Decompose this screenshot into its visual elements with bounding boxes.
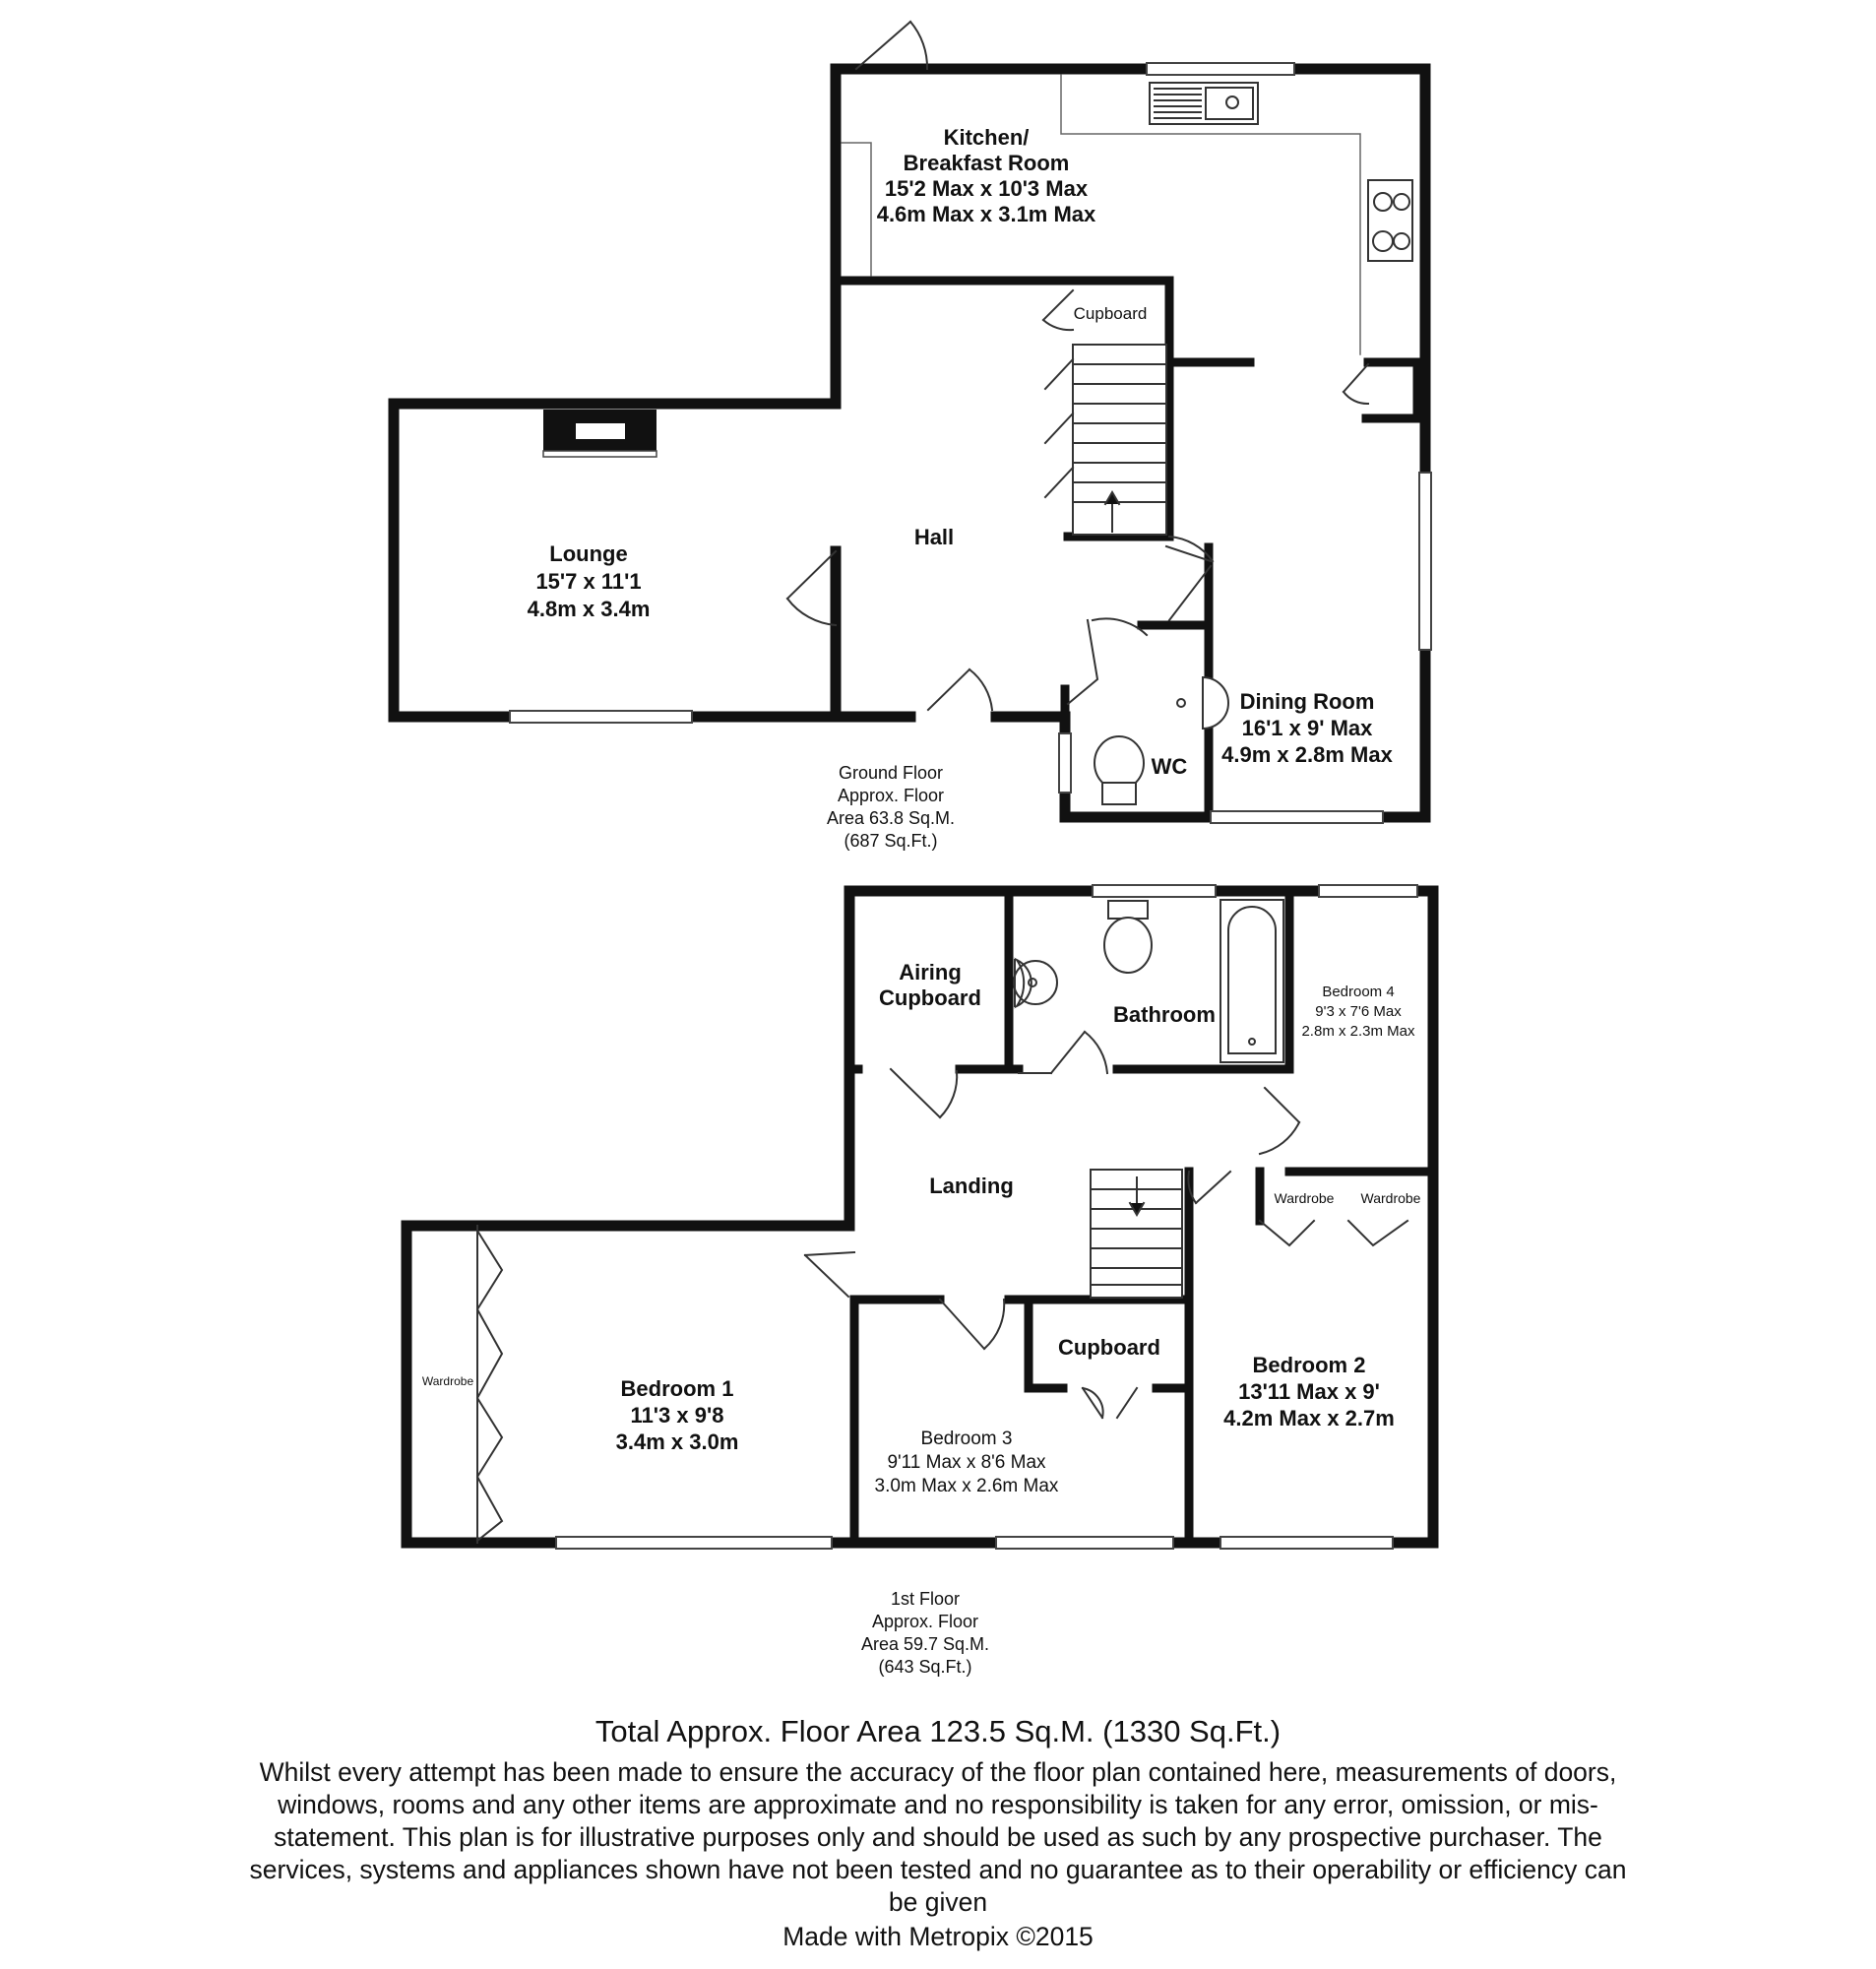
footer (0, 1713, 1876, 1953)
wardrobe-c-line: Wardrobe (421, 1374, 474, 1388)
bedroom1-line-1: Bedroom 1 (620, 1376, 734, 1401)
dining-line-1: Dining Room (1239, 689, 1375, 714)
landing-line-1: Landing (929, 1174, 1014, 1198)
ground-caption-line-1: Ground Floor (838, 763, 944, 783)
kitchen-label (877, 125, 1096, 226)
ground-caption-line-3: Area 63.8 Sq.M. (826, 808, 956, 828)
bedroom2-line-2: 13'11 Max x 9' (1238, 1379, 1380, 1404)
bedroom4-label (1301, 984, 1415, 1040)
ground-caption-line-4: (687 Sq.Ft.) (844, 831, 938, 851)
dining-label (1221, 689, 1393, 767)
dining-line-3: 4.9m x 2.8m Max (1221, 742, 1393, 767)
wc-line-1: WC (1151, 754, 1188, 779)
wc-toilet-icon (1094, 736, 1144, 804)
hall-line-1: Hall (913, 525, 955, 549)
credit-text: Made with Metropix ©2015 (782, 1922, 1094, 1951)
bedroom4-line-2: 9'3 x 7'6 Max (1315, 1003, 1402, 1020)
disclaimer-text: Whilst every attempt has been made to ensure the accuracy of the floor plan contained here, measurements of doors, windows, rooms and any other items are approximate and no responsibility is taken for any error, omission, or mis-statement. This plan is for illustrative purposes only and should be used as such by any prospective purchaser. The services, systems and appliances shown have not been tested and no guarantee as to their operability or efficiency can be given (249, 1757, 1627, 1917)
wardrobe-b-line: Wardrobe (1360, 1190, 1421, 1206)
ground-floor-caption (827, 763, 955, 851)
first-caption-line-4: (643 Sq.Ft.) (878, 1657, 972, 1677)
lounge-line-2: 15'7 x 11'1 (535, 569, 642, 594)
wardrobe-label-c (422, 1374, 474, 1388)
bedroom1-label (616, 1376, 739, 1454)
fireplace-icon (543, 410, 657, 457)
bedroom1-line-3: 3.4m x 3.0m (615, 1429, 739, 1454)
bedroom3-line-2: 9'11 Max x 8'6 Max (887, 1452, 1046, 1473)
ground-caption-line-2: Approx. Floor (837, 786, 945, 805)
landing-label (929, 1174, 1014, 1198)
wardrobe-label-b (1361, 1190, 1421, 1206)
hob-icon (1368, 180, 1412, 261)
kitchen-line-4: 4.6m Max x 3.1m Max (876, 202, 1096, 226)
bedroom2-line-3: 4.2m Max x 2.7m (1223, 1406, 1395, 1430)
first-staircase (1091, 1170, 1182, 1298)
bathroom-line-1: Bathroom (1113, 1002, 1216, 1027)
dining-line-2: 16'1 x 9' Max (1241, 716, 1373, 740)
bedroom4-line-3: 2.8m x 2.3m Max (1301, 1023, 1415, 1040)
first-caption-line-2: Approx. Floor (871, 1612, 979, 1631)
total-floor-area: Total Approx. Floor Area 123.5 Sq.M. (1330 Sq.Ft.) (594, 1714, 1282, 1748)
sink-icon (1150, 83, 1258, 124)
wardrobe-label-a (1275, 1190, 1335, 1206)
first-cupboard-label (1058, 1335, 1160, 1360)
bedroom4-line-1: Bedroom 4 (1322, 984, 1395, 1000)
lounge-line-1: Lounge (549, 541, 628, 566)
first-caption-line-3: Area 59.7 Sq.M. (860, 1634, 990, 1654)
airing-line-1: Airing (899, 960, 962, 984)
first-floor-caption (861, 1589, 989, 1677)
bathroom-basin-icon (1014, 960, 1057, 1006)
lounge-label (528, 541, 651, 621)
wc-basin-icon (1177, 677, 1228, 729)
bedroom2-label (1223, 1353, 1395, 1430)
first-caption-line-1: 1st Floor (890, 1589, 961, 1609)
airing-cupboard-label (879, 960, 981, 1010)
airing-line-2: Cupboard (879, 985, 981, 1010)
kitchen-line-2: Breakfast Room (903, 151, 1070, 175)
wardrobe-a-line: Wardrobe (1274, 1190, 1335, 1206)
kitchen-line-3: 15'2 Max x 10'3 Max (884, 176, 1089, 201)
first-cupboard-line: Cupboard (1058, 1335, 1160, 1360)
bedroom3-line-3: 3.0m Max x 2.6m Max (874, 1476, 1059, 1496)
hall-label (914, 525, 954, 549)
ground-staircase (1073, 345, 1166, 535)
wc-label (1152, 754, 1188, 779)
ground-cupboard-label (1074, 304, 1148, 323)
bathroom-toilet-icon (1104, 901, 1152, 973)
bedroom1-line-2: 11'3 x 9'8 (630, 1403, 724, 1428)
bedroom3-label (875, 1429, 1059, 1496)
bath-icon (1220, 900, 1283, 1062)
bathroom-label (1113, 1002, 1216, 1027)
ground-cupboard-line: Cupboard (1073, 304, 1148, 323)
kitchen-line-1: Kitchen/ (943, 125, 1030, 150)
bedroom3-line-1: Bedroom 3 (920, 1429, 1013, 1449)
lounge-line-3: 4.8m x 3.4m (527, 597, 651, 621)
bedroom2-line-1: Bedroom 2 (1252, 1353, 1366, 1377)
